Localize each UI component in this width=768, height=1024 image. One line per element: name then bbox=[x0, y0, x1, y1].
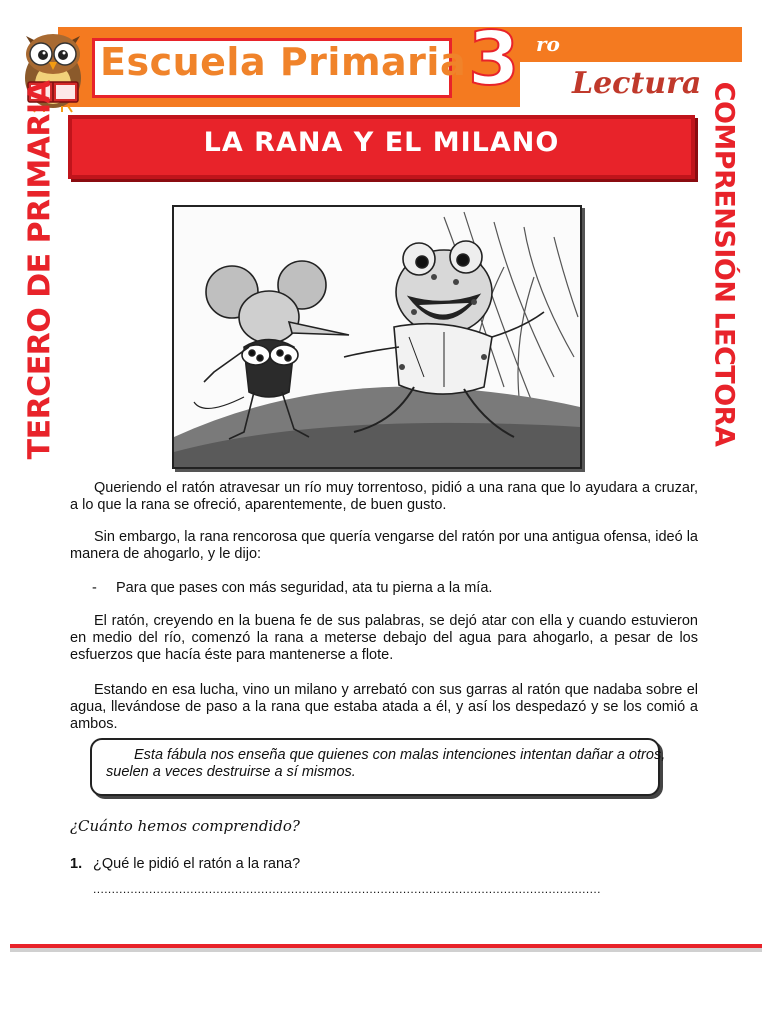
side-label-right bbox=[700, 81, 748, 447]
dialogue-line bbox=[92, 580, 492, 596]
side-label-left-text: TERCERO DE PRIMARIA bbox=[22, 80, 58, 460]
story-paragraph-2: Sin embargo, la rana rencorosa que quería vengarse del ratón por una antigua ofensa, ideó la manera de ahogarlo, y le dijo: bbox=[70, 529, 698, 562]
grade-suffix: ro bbox=[536, 32, 560, 56]
story-paragraph-4: Estando en esa lucha, vino un milano y arrebató con sus garras al ratón que nadaba sobre el agua, llevándose de paso a la rana que estaba atada a él, y así los despedazó y se los comió a ambos. bbox=[70, 682, 698, 732]
question-text: ¿Qué le pidió el ratón a la rana? bbox=[93, 856, 301, 872]
subject-label: Lectura bbox=[572, 66, 702, 101]
question-number: 1. bbox=[70, 856, 83, 872]
dialogue-dash: - bbox=[92, 580, 97, 596]
grade-number: 3 bbox=[468, 16, 520, 102]
page-title: LA RANA Y EL MILANO bbox=[203, 127, 560, 158]
answer-line[interactable]: ........................................................................................................................................ bbox=[93, 882, 601, 896]
mouse-and-frog-image bbox=[174, 207, 580, 467]
side-label-left bbox=[16, 80, 64, 460]
story-paragraph-3: El ratón, creyendo en la buena fe de sus palabras, se dejó atar con ella y cuando estuvieron en medio del río, comenzó la rana a meterse debajo del agua para ahogarlo, a pesar de los esfuerzos que hacía éste para mantenerse a flote. bbox=[70, 613, 698, 663]
moral-text: Esta fábula nos enseña que quienes con malas intenciones intentan dañar a otros, suelen a veces destruirse a sí mismos. bbox=[106, 747, 666, 780]
side-label-right-text: COMPRENSIÓN LECTORA bbox=[708, 81, 740, 447]
dialogue-text: Para que pases con más seguridad, ata tu pierna a la mía. bbox=[116, 580, 493, 596]
footer-divider bbox=[10, 944, 762, 948]
story-paragraph-1: Queriendo el ratón atravesar un río muy torrentoso, pidió a una rana que lo ayudara a cruzar, a lo que la rana se ofreció, aparentemente, de buen gusto. bbox=[70, 480, 698, 513]
brand-title: Escuela Primaria bbox=[100, 40, 467, 84]
story-illustration bbox=[172, 205, 582, 469]
questions-heading: ¿Cuánto hemos comprendido? bbox=[70, 817, 300, 835]
